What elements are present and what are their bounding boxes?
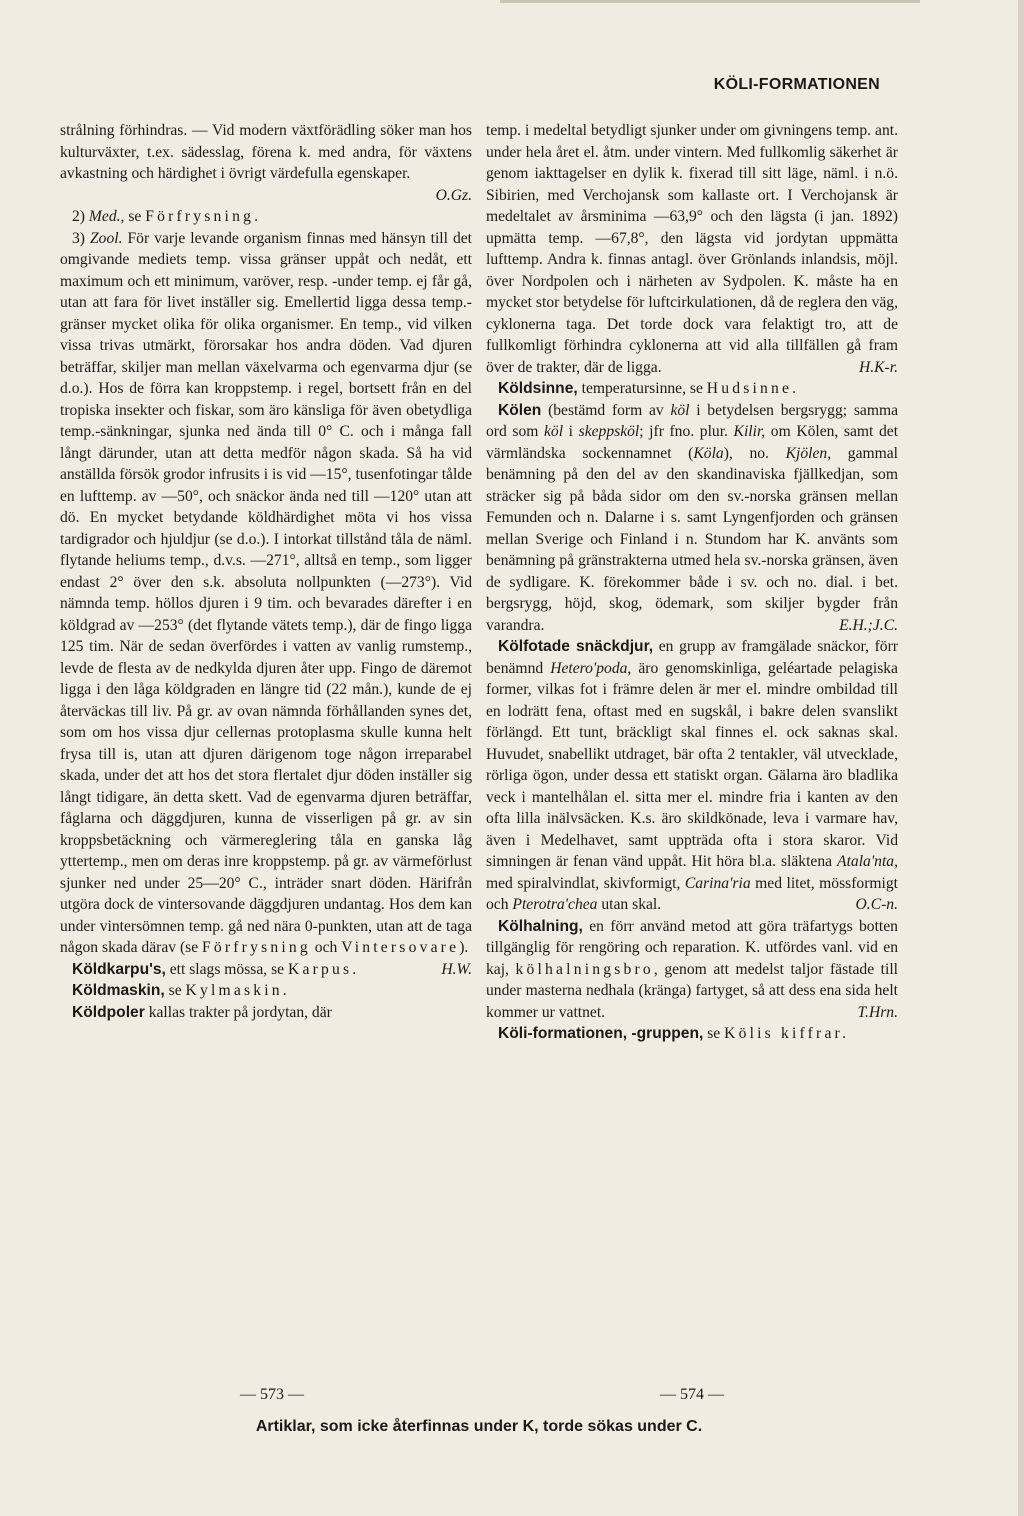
author-signature: H.K-r.	[859, 358, 898, 376]
author-signature: O.C-n.	[855, 896, 898, 913]
entry-headword: Köldkarpu's,	[72, 960, 166, 978]
entry-text: med spiralvindlat, skivformigt,	[486, 874, 681, 892]
italic-term: Kilir,	[733, 423, 766, 440]
entry-text: utan skal.	[601, 896, 662, 913]
cross-reference: Förfrysning.	[145, 208, 262, 225]
entry-headword: Köldpoler	[72, 1003, 145, 1021]
see-text: se	[128, 208, 142, 225]
section-number: 2)	[72, 208, 85, 225]
author-signature: O.Gz.	[435, 186, 472, 204]
entry-text: äro genomskinliga, geléartade pelagiska former, vilkas fot i främre delen är mer el. mindre ombildad till en lodrätt fena, oftast med en sugskål, i bakre delen svanslikt förlängd. Ett tunt, bräckligt skal finnes el. ock saknas skal. Huvudet, snabellikt utdraget, bär ofta 2 tentakler, väl utvecklade, rörliga ögon, under dessa ett statiskt organ. Gälarna äro bladlika veck i mantelhålan el. sitta mer el. mindre fria i kanten av den ofta lilla inälvsäcken. K.s. äro skildkönade, leva i varmare hav, även i Medelhavet, samt uppträda ofta i stora skaror. Vid simningen är fenan vänd uppåt. Hit höra bl.a. släktena	[486, 659, 898, 870]
entry	[60, 1002, 472, 1024]
running-head: KÖLI-FORMATIONEN	[713, 76, 880, 93]
entry-text: ; jfr fno. plur.	[639, 423, 728, 440]
entry	[486, 916, 898, 1024]
italic-term: skeppsköl	[578, 423, 640, 440]
left-column	[60, 120, 472, 1023]
paragraph	[60, 206, 472, 228]
author-signature: H.W.	[441, 960, 472, 978]
entry	[60, 959, 472, 981]
entry-text: (bestämd form av	[548, 401, 664, 419]
italic-term: Atala'nta,	[837, 853, 898, 870]
entry-text: i betydelsen bergsrygg; samma ord som	[486, 401, 898, 440]
paragraph	[486, 120, 898, 378]
entry	[486, 378, 898, 400]
author-signature: E.H.;J.C.	[839, 616, 898, 634]
italic-term: Kjölen,	[785, 444, 832, 462]
entry-headword: Köldmaskin,	[72, 982, 165, 999]
page-number-right: — 574 —	[660, 1386, 724, 1403]
page-number-left: — 573 —	[240, 1386, 304, 1403]
entry-text: i	[568, 423, 574, 440]
paragraph-text: strålning förhindras. — Vid modern växtförädling söker man hos kulturväxter, t.ex. sädesslag, förena k. med andra, för växtens avkastning och härdighet i övrigt värdefulla egenskaper.	[60, 122, 472, 182]
entry-text: ), no.	[723, 444, 769, 462]
entry-text: temperatursinne, se	[581, 380, 703, 397]
page-edge	[1018, 0, 1024, 1516]
entry	[486, 1023, 898, 1045]
entry: Kölen (bestämd form av köl i betydelsen bergsrygg; samma ord som köl i skeppsköl; jfr fno. plur. Kilir, om Kölen, samt det värmländska sockennamnet (Köla), no. Kjölen, gammal benämning på den del av den skandinaviska fjällkedjan, som sträcker sig på båda sidor om den sv.-norska gränsen mellan Femunden och n. Dalarne i s. samt Lyngenfjorden och gränsen mellan Sverige och Finland i n. Stundom har K. använts som benämning på gränstrakterna utmed hela sv.-norska gränsen, även de sydligare. K. förekommer både i sv. och no. dial. i bet. bergsrygg, höjd, skog, ödemark, som skiljer bygder från varandra. E.H.;J.C.	[486, 400, 898, 637]
section-label: Zool.	[90, 229, 123, 247]
entry-text: se	[707, 1025, 721, 1042]
entry-headword: Köli-formationen, -gruppen,	[498, 1025, 704, 1042]
paragraph	[60, 120, 472, 206]
italic-term: köl	[670, 401, 690, 419]
entry-text: en förr använd metod att göra träfartygs botten tillgänglig för rengöring och reparation. K. utfördes vanl. vid en kaj,	[486, 917, 898, 978]
entry-headword: Kölen	[498, 401, 542, 419]
entry-headword: Kölhalning,	[498, 917, 583, 935]
top-rule	[500, 0, 920, 3]
cross-reference: Hudsinne.	[706, 380, 800, 397]
entry-headword: Köldsinne,	[498, 380, 578, 397]
footer-note: Artiklar, som icke återfinnas under K, torde sökas under C.	[255, 1418, 703, 1435]
entry-text: en grupp av framgälade snäckor, förr benämnd	[486, 638, 898, 677]
cross-reference: Karpus.	[287, 960, 360, 978]
cross-reference: Förfrysning	[202, 939, 311, 956]
author-signature: T.Hrn.	[857, 1003, 898, 1021]
entry-text: , genom att medelst taljor fästade till under masterna nedhala (kränga) fartyget, så att dess ena sida helt kommer ur vattnet.	[486, 960, 898, 1021]
entry-text: om Kölen, samt det värmländska sockennamnet	[486, 423, 899, 462]
entry	[486, 636, 898, 916]
italic-term: Köla	[693, 444, 724, 462]
right-column	[486, 120, 898, 1045]
italic-term: köl	[544, 423, 564, 440]
entry-text: se	[168, 982, 182, 999]
entry-text: med litet, mössformigt och	[486, 874, 899, 913]
entry	[60, 980, 472, 1002]
italic-term: Hetero'poda,	[550, 659, 632, 677]
paragraph-text: temp. i medeltal betydligt sjunker under om givningens temp. ant. under hela året el. åtm. under vintern. Med fullkomlig säkerhet är genom iakttagelser en dylik k. fixerad till sitt läge, näml. i n.ö. Sibirien, med Verchojansk som kallaste ort. I Verchojansk är medeltalet av årsminima —63,9° och den lägsta (i jan. 1892) upmätta temp. —67,8°, den lägsta vid jordytan uppmätta lufttemp. Andra k. finnas antagl. över Grönlands inlandsis, möjl. över Nordpolen och i närheten av Sydpolen. K. måste ha en mycket stor betydelse för luftcirkulationen, då de reglera den väg, cyklonerna taga. Det torde dock vara felaktigt tro, att de fullkomligt förhindra cyklonerna att vid alla tillfällen gå fram över de trakter, där de ligga.	[486, 122, 898, 376]
italic-term: Pterotra'chea	[512, 896, 598, 913]
entry-text: ett slags mössa, se	[169, 960, 285, 978]
conjunction-text: och	[314, 939, 338, 956]
italic-term: Carina'ria	[684, 874, 751, 892]
entry-text: kallas trakter på jordytan, där	[148, 1003, 332, 1021]
closing-text: ).	[459, 939, 469, 956]
cross-reference: Vintersovare	[341, 939, 460, 956]
section-number: 3)	[72, 229, 85, 247]
paragraph-text: För varje levande organism finnas med hänsyn till det omgivande mediets temp. vissa gränser uppåt och nedåt, ett maximum och ett minimum, varöver, resp. -under temp. ej får gå, utan att fara för livet inställer sig. Emellertid ligga dessa temp.-gränser mycket olika för olika organismer. En temp., vid vilken vissa trivas utmärkt, förorsakar hos andra döden. Vad djuren beträffar, skiljer man mellan växelvarma och egenvarma djur (se d.o.). Hos de förra kan kroppstemp. i regel, bortsett från en del tropiska insekter och fiskar, som äro känsliga för även obetydliga temp.-sänkningar, sjunka ned ända till 0° C. och i många fall långt därunder, utan att detta medför någon skada. Så ha vid anställda försök grodor infrusits i is vid —15°, tusenfotingar tålde en lufttemp. av —50°, och snäckor ända ned till —120° utan att dö. En mycket betydande köldhärdighet möta vi hos vissa tardigrador och hjuldjur (se d.o.). I intorkat tillstånd tåla de näml. flytande heliums temp., d.v.s. —271°, alltså en temp., som ligger endast 2° över den s.k. absoluta nollpunkten (—273°). Vid nämnda temp. höllos djuren i 9 tim. och bevarades därefter i en köldgrad av —253° (det flytande vätets temp.), där de fingo ligga 125 tim. När de sedan överfördes i vatten av vanlig rumstemp., levde de flesta av de nedkylda djuren åter upp. Fingo de däremot ligga i den låga köldgraden en längre tid (22 mån.), kunde de ej återväckas till liv. På gr. av ovan nämnda förhållanden synes det, som om hos vissa djur cellernas protoplasma skulle kunna helt frysa till is, utan att djuren därigenom toge någon irreparabel skada, under det att hos det stora flertalet djur döden inställer sig långt tidigare, än detta skett. Vad de egenvarma djuren beträffar, fåglarna och däggdjuren, kunna de visserligen på gr. av sin kroppsbetäckning och värmereglering tåla en ganska låg yttertemp., men om deras inre kroppstemp. på gr. av värmeförlust sjunker ned under 25—20° C., inträder snart döden. Härifrån utgöra dock de vintersovande däggdjuren undantag. Hos dem kan under vintersömnen temp. gå ned nära 0-punkten, utan att de taga någon skada därav (se	[60, 229, 472, 956]
section-label: Med.,	[88, 208, 125, 225]
cross-reference: kölhalningsbro	[515, 960, 654, 978]
cross-reference: Kölis kiffrar.	[724, 1025, 850, 1042]
entry-headword: Kölfotade snäckdjur,	[498, 638, 654, 655]
cross-reference: Kylmaskin.	[185, 982, 290, 999]
entry-text: gammal benämning på den del av den skandinaviska fjällkedjan, som sträcker sig på båda sidor om den sv.-norska gränsen mellan Femunden och n. Dalarne i s. samt Lyngenfjorden och gränsen mellan Sverige och Finland i n. Stundom har K. använts som benämning på gränstrakterna utmed hela sv.-norska gränsen, även de sydligare. K. förekommer både i sv. och no. dial. i bet. bergsrygg, höjd, skog, ödemark, som skiljer bygder från varandra.	[486, 444, 898, 634]
